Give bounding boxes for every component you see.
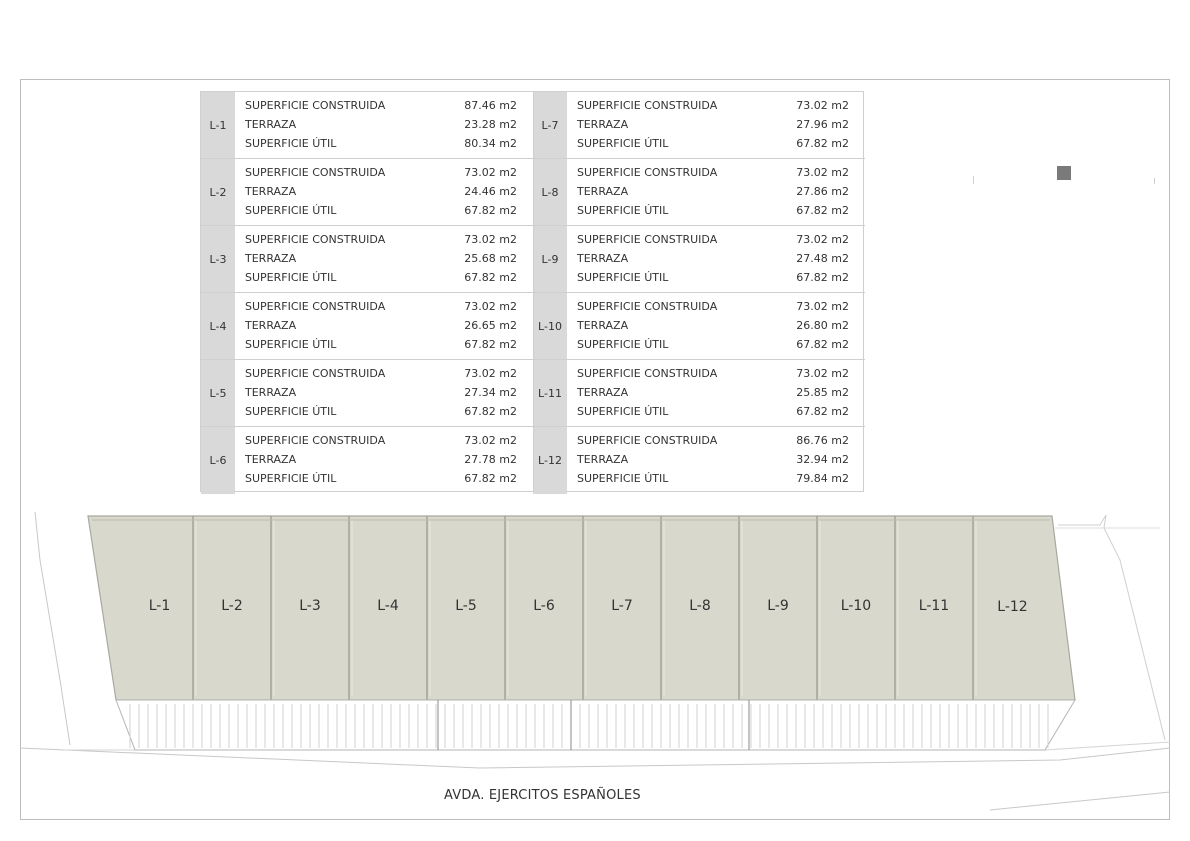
area-row-value: 87.46 m2 [464, 99, 517, 112]
area-row-value: 25.68 m2 [464, 252, 517, 265]
area-row-label: TERRAZA [577, 386, 629, 399]
area-row-value: 26.65 m2 [464, 319, 517, 332]
area-row-value: 67.82 m2 [796, 338, 849, 351]
area-row-label: SUPERFICIE ÚTIL [245, 338, 337, 351]
lot-label-l-12: L-12 [997, 599, 1028, 615]
area-row-label: SUPERFICIE CONSTRUIDA [577, 166, 718, 179]
area-row-value: 73.02 m2 [796, 166, 849, 179]
area-row-value: 67.82 m2 [464, 405, 517, 418]
area-row-label: TERRAZA [577, 252, 629, 265]
area-row-label: SUPERFICIE CONSTRUIDA [577, 367, 718, 380]
area-row-value: 27.78 m2 [464, 453, 517, 466]
area-row-value: 25.85 m2 [796, 386, 849, 399]
road-edge-line [990, 792, 1170, 810]
area-row-label: SUPERFICIE CONSTRUIDA [245, 434, 386, 447]
area-row-value: 73.02 m2 [464, 367, 517, 380]
area-row-value: 67.82 m2 [796, 137, 849, 150]
area-row-value: 73.02 m2 [796, 367, 849, 380]
area-row-label: TERRAZA [577, 118, 629, 131]
area-row-value: 26.80 m2 [796, 319, 849, 332]
unit-label: L-12 [533, 427, 567, 494]
lot-label-l-2: L-2 [221, 598, 243, 614]
area-row-label: SUPERFICIE CONSTRUIDA [577, 300, 718, 313]
area-row-label: SUPERFICIE ÚTIL [577, 405, 669, 418]
area-row-value: 73.02 m2 [464, 300, 517, 313]
area-row-label: SUPERFICIE ÚTIL [577, 137, 669, 150]
area-row-label: SUPERFICIE CONSTRUIDA [245, 99, 386, 112]
unit-label: L-1 [201, 92, 235, 158]
site-boundary-line [1058, 515, 1165, 740]
area-row-value: 73.02 m2 [796, 99, 849, 112]
area-row-value: 79.84 m2 [796, 472, 849, 485]
area-row-label: SUPERFICIE ÚTIL [245, 405, 337, 418]
area-row-label: SUPERFICIE CONSTRUIDA [245, 367, 386, 380]
unit-label: L-3 [201, 226, 235, 292]
area-row-value: 67.82 m2 [464, 271, 517, 284]
unit-label: L-11 [533, 360, 567, 426]
area-row-value: 73.02 m2 [464, 233, 517, 246]
area-row-value: 27.96 m2 [796, 118, 849, 131]
lot-label-l-11: L-11 [918, 598, 950, 614]
area-row-value: 67.82 m2 [464, 338, 517, 351]
lot-label-l-8: L-8 [689, 598, 711, 614]
area-row-value: 27.86 m2 [796, 185, 849, 198]
area-row-label: TERRAZA [577, 453, 629, 466]
area-row-label: TERRAZA [245, 118, 297, 131]
area-row-value: 23.28 m2 [464, 118, 517, 131]
area-row-value: 24.46 m2 [464, 185, 517, 198]
area-row-value: 27.34 m2 [464, 386, 517, 399]
area-row-value: 73.02 m2 [464, 434, 517, 447]
area-row-value: 27.48 m2 [796, 252, 849, 265]
area-row-label: TERRAZA [245, 386, 297, 399]
unit-label: L-5 [201, 360, 235, 426]
area-row-label: TERRAZA [245, 185, 297, 198]
street-name: AVDA. EJERCITOS ESPAÑOLES [444, 788, 641, 803]
site-boundary-line [35, 512, 70, 745]
lot-label-l-9: L-9 [767, 598, 789, 614]
unit-label: L-2 [201, 159, 235, 225]
unit-label: L-10 [533, 293, 567, 359]
lot-label-l-4: L-4 [377, 598, 399, 614]
area-row-value: 80.34 m2 [464, 137, 517, 150]
area-row-value: 67.82 m2 [464, 472, 517, 485]
area-row-label: SUPERFICIE ÚTIL [577, 271, 669, 284]
unit-label: L-9 [533, 226, 567, 292]
area-row-label: TERRAZA [577, 185, 629, 198]
area-row-label: SUPERFICIE ÚTIL [245, 137, 337, 150]
area-row-label: SUPERFICIE ÚTIL [577, 204, 669, 217]
area-row-value: 86.76 m2 [796, 434, 849, 447]
lot-label-l-7: L-7 [611, 598, 633, 614]
area-row-label: SUPERFICIE CONSTRUIDA [245, 233, 386, 246]
lot-label-l-10: L-10 [840, 598, 872, 614]
area-row-label: SUPERFICIE ÚTIL [577, 472, 669, 485]
lot-label-l-5: L-5 [455, 598, 477, 614]
unit-label: L-7 [533, 92, 567, 158]
unit-label: L-4 [201, 293, 235, 359]
unit-label: L-6 [201, 427, 235, 494]
area-row-label: SUPERFICIE ÚTIL [245, 472, 337, 485]
area-row-value: 67.82 m2 [796, 405, 849, 418]
area-row-value: 73.02 m2 [796, 300, 849, 313]
area-row-label: SUPERFICIE ÚTIL [245, 204, 337, 217]
area-row-value: 67.82 m2 [796, 204, 849, 217]
lot-label-l-1: L-1 [148, 598, 171, 614]
area-row-label: TERRAZA [245, 252, 297, 265]
road-edge-line [20, 748, 1170, 768]
area-row-label: SUPERFICIE CONSTRUIDA [577, 99, 718, 112]
area-row-value: 32.94 m2 [796, 453, 849, 466]
area-row-label: TERRAZA [245, 453, 297, 466]
area-row-label: SUPERFICIE CONSTRUIDA [577, 434, 718, 447]
area-row-label: SUPERFICIE CONSTRUIDA [245, 166, 386, 179]
area-row-value: 67.82 m2 [796, 271, 849, 284]
area-row-label: SUPERFICIE CONSTRUIDA [245, 300, 386, 313]
area-row-label: SUPERFICIE CONSTRUIDA [577, 233, 718, 246]
area-row-value: 67.82 m2 [464, 204, 517, 217]
area-row-value: 73.02 m2 [796, 233, 849, 246]
area-row-value: 73.02 m2 [464, 166, 517, 179]
area-row-label: SUPERFICIE ÚTIL [577, 338, 669, 351]
unit-label: L-8 [533, 159, 567, 225]
lot-label-l-3: L-3 [299, 598, 321, 614]
area-row-label: SUPERFICIE ÚTIL [245, 271, 337, 284]
lot-label-l-6: L-6 [533, 598, 555, 614]
area-row-label: TERRAZA [577, 319, 629, 332]
area-row-label: TERRAZA [245, 319, 297, 332]
